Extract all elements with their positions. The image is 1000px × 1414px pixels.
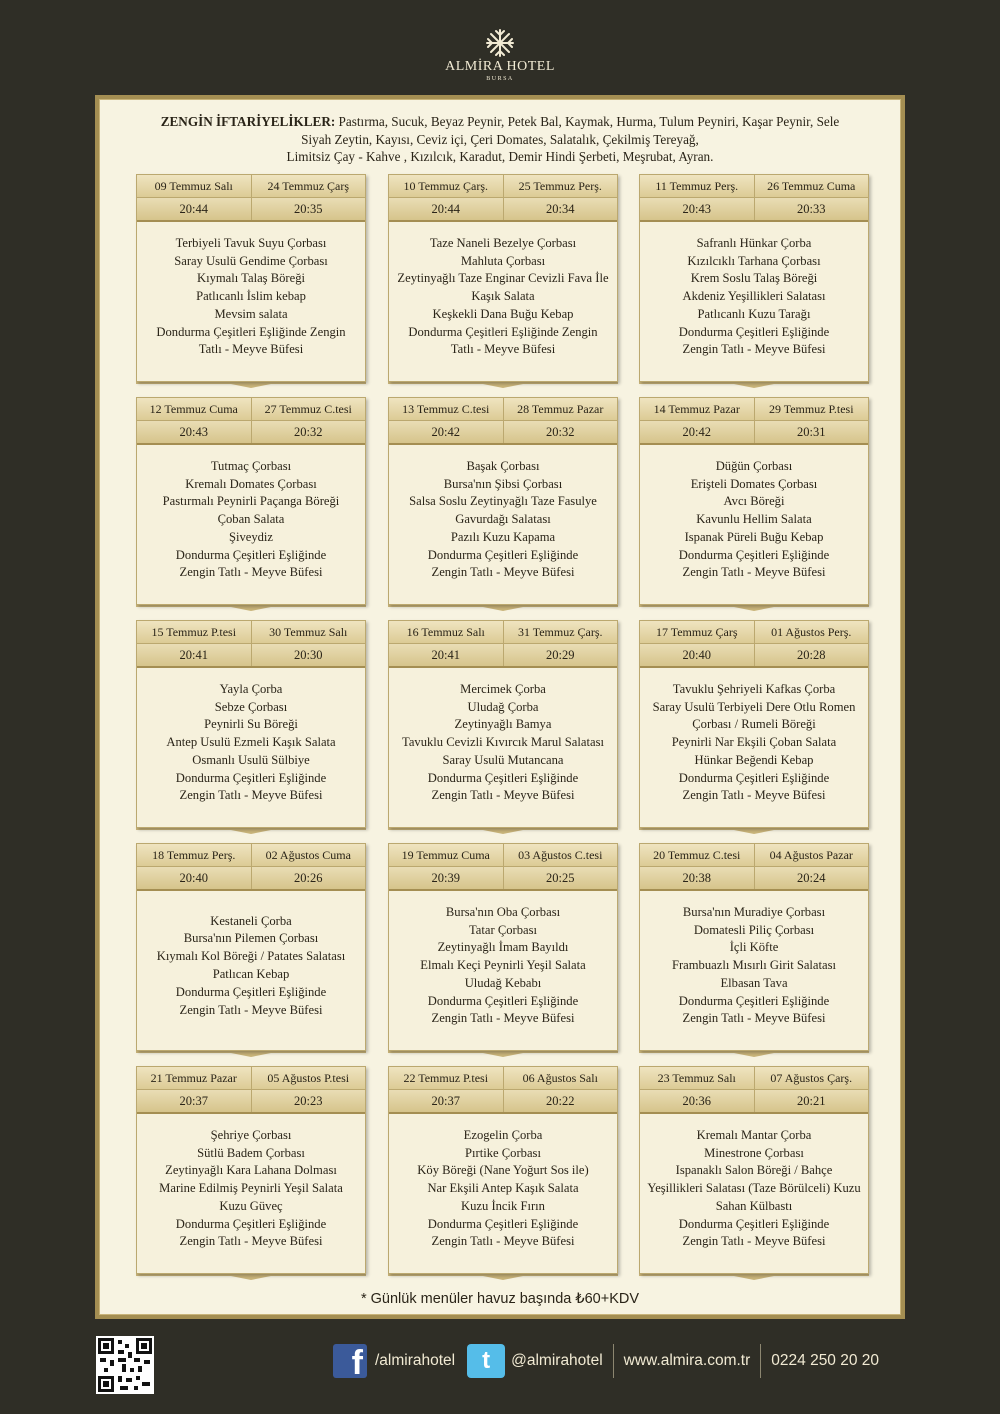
- iftar-time-row: [137, 644, 365, 668]
- date-second: 31 Temmuz Çarş.: [503, 621, 618, 643]
- date-first: 23 Temmuz Salı: [657, 1070, 736, 1085]
- iftar-time-row: [389, 198, 617, 222]
- card-box: [388, 1066, 618, 1274]
- iftar-time-second: 20:34: [503, 198, 618, 220]
- contact-bar: [333, 1342, 879, 1380]
- menu-item: Sütlü Badem Çorbası: [197, 1145, 305, 1160]
- menu-item: Terbiyeli Tavuk Suyu Çorbası: [175, 235, 327, 250]
- hotel-name: ALMİRA HOTEL: [445, 59, 555, 74]
- menu-item: Bursa'nın Muradiye Çorbası: [682, 904, 826, 919]
- menu-item: Kaşık Salata: [471, 289, 535, 304]
- menu-item: Ezogelin Çorba: [463, 1127, 543, 1142]
- menu-item: Zeytinyağlı Taze Enginar Cevizli Fava İle: [397, 271, 609, 286]
- twitter-handle[interactable]: @almirahotel: [511, 1352, 603, 1369]
- date-second: 27 Temmuz C.tesi: [251, 398, 366, 420]
- card-ribbon-tip: [724, 1051, 784, 1057]
- menu-item: Zengin Tatlı - Meyve Büfesi: [682, 565, 826, 580]
- card-ribbon-tip: [473, 605, 533, 611]
- iftar-time-row: [137, 198, 365, 222]
- menu-list: [143, 222, 359, 372]
- iftar-time-second: 20:29: [503, 644, 618, 666]
- menu-item: Bursa'nın Oba Çorbası: [445, 904, 561, 919]
- iftar-time-first: 20:44: [179, 201, 208, 216]
- date-row: [137, 621, 365, 644]
- menu-item: İçli Köfte: [729, 940, 779, 955]
- date-row: [640, 844, 868, 867]
- menu-card: [639, 397, 869, 611]
- iftar-time-second: 20:28: [754, 644, 869, 666]
- menu-item: Bursa'nın Şibsi Çorbası: [443, 476, 563, 491]
- card-ribbon-tip: [221, 1051, 281, 1057]
- divider: [613, 1344, 614, 1378]
- date-row: [389, 844, 617, 867]
- card-box: [388, 620, 618, 828]
- menu-list: [646, 1114, 862, 1264]
- menu-item: Keşkekli Dana Buğu Kebap: [432, 306, 574, 321]
- date-second: 25 Temmuz Perş.: [503, 175, 618, 197]
- menu-card: [639, 174, 869, 388]
- iftar-time-row: [389, 644, 617, 668]
- menu-item: Ispanaklı Salon Böreği / Bahçe: [675, 1163, 833, 1178]
- card-ribbon-tip: [221, 828, 281, 834]
- date-first: 20 Temmuz C.tesi: [653, 847, 741, 862]
- hotel-logo: [430, 28, 570, 82]
- menu-item: Osmanlı Usulü Sülbiye: [192, 752, 310, 767]
- menu-item: Ispanak Püreli Buğu Kebap: [684, 529, 824, 544]
- menu-card: [388, 174, 618, 388]
- intro-label: ZENGİN İFTARİYELİKLER:: [160, 114, 336, 129]
- date-second: 24 Temmuz Çarş: [251, 175, 366, 197]
- date-first: 09 Temmuz Salı: [154, 178, 233, 193]
- menu-list: [646, 668, 862, 818]
- menu-list: [646, 222, 862, 372]
- menu-item: Antep Usulü Ezmeli Kaşık Salata: [166, 735, 336, 750]
- menu-item: Elmalı Keçi Peynirli Yeşil Salata: [420, 958, 586, 973]
- menu-item: Köy Böreği (Nane Yoğurt Sos ile): [417, 1163, 589, 1178]
- date-second: 30 Temmuz Salı: [251, 621, 366, 643]
- iftar-time-first: 20:44: [431, 201, 460, 216]
- menu-item: Zengin Tatlı - Meyve Büfesi: [682, 1234, 826, 1249]
- date-first: 12 Temmuz Cuma: [149, 401, 238, 416]
- menu-item: Kremalı Mantar Çorba: [696, 1127, 812, 1142]
- menu-item: Zeytinyağlı İmam Bayıldı: [437, 940, 569, 955]
- menu-item: Çorbası / Rumeli Böreği: [692, 717, 816, 732]
- date-row: [640, 398, 868, 421]
- iftar-time-first: 20:43: [682, 201, 711, 216]
- menu-item: Başak Çorbası: [466, 458, 540, 473]
- menu-item: Patlıcan Kebap: [212, 967, 290, 981]
- menu-item: Mercimek Çorba: [460, 681, 546, 696]
- menu-item: Kıymalı Talaş Böreği: [196, 271, 305, 286]
- menu-item: Dondurma Çeşitleri Eşliğinde Zengin: [408, 324, 598, 339]
- menu-card: [136, 1066, 366, 1280]
- card-box: [639, 397, 869, 605]
- iftar-time-first: 20:42: [682, 424, 711, 439]
- menu-card: [136, 397, 366, 611]
- card-box: [639, 843, 869, 1051]
- menu-item: Tatar Çorbası: [468, 922, 537, 937]
- iftar-time-first: 20:40: [179, 870, 208, 885]
- menu-item: Dondurma Çeşitleri Eşliğinde: [175, 547, 327, 562]
- menu-list: [395, 1114, 611, 1264]
- card-ribbon-tip: [221, 605, 281, 611]
- date-first: 16 Temmuz Salı: [406, 624, 485, 639]
- menu-item: Dondurma Çeşitleri Eşliğinde: [678, 324, 830, 339]
- iftar-time-second: 20:30: [251, 644, 366, 666]
- menu-item: Safranlı Hünkar Çorba: [696, 235, 812, 250]
- menu-item: Zengin Tatlı - Meyve Büfesi: [431, 565, 575, 580]
- iftar-time-first: 20:41: [431, 647, 460, 662]
- menu-item: Marine Edilmiş Peynirli Yeşil Salata: [159, 1181, 343, 1196]
- date-row: [137, 175, 365, 198]
- card-box: [639, 174, 869, 382]
- iftar-time-second: 20:26: [251, 867, 366, 889]
- menu-item: Tatlı - Meyve Büfesi: [450, 342, 556, 357]
- menu-item: Uludağ Kebabı: [464, 975, 542, 990]
- menu-item: Sebze Çorbası: [214, 699, 288, 714]
- menu-list: [143, 891, 359, 1041]
- menu-item: Patlıcanlı İslim kebap: [196, 289, 306, 304]
- date-first: 21 Temmuz Pazar: [150, 1070, 237, 1085]
- menu-card: [639, 1066, 869, 1280]
- menu-item: Tutmaç Çorbası: [210, 458, 292, 473]
- card-ribbon-tip: [473, 828, 533, 834]
- menu-item: Peynirli Nar Ekşili Çoban Salata: [671, 735, 837, 750]
- menu-item: Domatesli Piliç Çorbası: [693, 922, 815, 937]
- iftar-time-first: 20:43: [179, 424, 208, 439]
- menu-item: Avcı Böreği: [723, 494, 785, 509]
- card-box: [639, 1066, 869, 1274]
- menu-list: [646, 445, 862, 595]
- menu-item: Nar Ekşili Antep Kaşık Salata: [427, 1181, 579, 1196]
- menu-item: Zengin Tatlı - Meyve Büfesi: [431, 1234, 575, 1249]
- iftar-time-row: [389, 421, 617, 445]
- intro-line-3: Limitsiz Çay - Kahve , Kızılcık, Karadut, Demir Hindi Şerbeti, Meşrubat, Ayran.: [286, 149, 714, 164]
- menu-item: Zengin Tatlı - Meyve Büfesi: [179, 1234, 323, 1249]
- card-box: [388, 843, 618, 1051]
- menu-item: Zengin Tatlı - Meyve Büfesi: [682, 1011, 826, 1026]
- card-box: [136, 174, 366, 382]
- date-second: 06 Ağustos Salı: [503, 1067, 618, 1089]
- menu-item: Yeşillikleri Salatası (Taze Börülceli) Kuzu: [647, 1181, 861, 1196]
- date-row: [389, 398, 617, 421]
- date-first: 22 Temmuz P.tesi: [403, 1070, 489, 1085]
- menu-item: Saray Usulü Mutancana: [442, 752, 564, 767]
- menu-item: Patlıcanlı Kuzu Tarağı: [697, 306, 811, 321]
- date-first: 11 Temmuz Perş.: [655, 178, 739, 193]
- date-second: 28 Temmuz Pazar: [503, 398, 618, 420]
- iftar-time-second: 20:25: [503, 867, 618, 889]
- menu-list: [143, 1114, 359, 1264]
- menu-item: Krem Soslu Talaş Böreği: [690, 271, 818, 286]
- menu-item: Uludağ Çorba: [467, 699, 539, 714]
- menu-item: Saray Usulü Gendime Çorbası: [174, 253, 328, 268]
- snowflake-logo-icon: [485, 28, 515, 58]
- divider: [760, 1344, 761, 1378]
- iftar-time-row: [389, 867, 617, 891]
- menu-item: Salsa Soslu Zeytinyağlı Taze Fasulye: [409, 494, 597, 509]
- date-second: 07 Ağustos Çarş.: [754, 1067, 869, 1089]
- menu-item: Kestaneli Çorba: [210, 913, 292, 928]
- phone-number[interactable]: 0224 250 20 20: [771, 1352, 880, 1369]
- iftar-time-second: 20:33: [754, 198, 869, 220]
- date-second: 26 Temmuz Cuma: [754, 175, 869, 197]
- card-ribbon-tip: [724, 1274, 784, 1280]
- menu-frame: [95, 95, 905, 1319]
- date-first: 19 Temmuz Cuma: [401, 847, 490, 862]
- menu-item: Dondurma Çeşitleri Eşliğinde: [175, 984, 327, 999]
- hotel-city: BURSA: [486, 76, 514, 82]
- menu-item: Bursa'nın Pilemen Çorbası: [183, 931, 319, 946]
- card-ribbon-tip: [221, 1274, 281, 1280]
- menu-item: Zeytinyağlı Bamya: [454, 717, 552, 732]
- card-ribbon-tip: [221, 382, 281, 388]
- iftar-intro: [99, 113, 901, 166]
- iftar-time-first: 20:42: [431, 424, 460, 439]
- card-ribbon-tip: [473, 1051, 533, 1057]
- date-first: 13 Temmuz C.tesi: [402, 401, 490, 416]
- menu-item: Saray Usulü Terbiyeli Dere Otlu Romen: [652, 699, 856, 714]
- footer: [0, 1330, 1000, 1414]
- date-row: [137, 844, 365, 867]
- iftar-time-row: [640, 421, 868, 445]
- menu-item: Dondurma Çeşitleri Eşliğinde: [678, 1216, 830, 1231]
- menu-item: Tatlı - Meyve Büfesi: [198, 342, 304, 357]
- date-row: [389, 175, 617, 198]
- card-box: [388, 397, 618, 605]
- date-row: [137, 398, 365, 421]
- iftar-time-second: 20:22: [503, 1090, 618, 1112]
- menu-item: Taze Naneli Bezelye Çorbası: [429, 235, 577, 250]
- date-row: [640, 1067, 868, 1090]
- menu-list: [395, 222, 611, 372]
- menu-item: Dondurma Çeşitleri Eşliğinde: [678, 547, 830, 562]
- menu-item: Tavuklu Cevizli Kıvırcık Marul Salatası: [402, 735, 604, 750]
- iftar-time-second: 20:32: [251, 421, 366, 443]
- date-second: 02 Ağustos Cuma: [251, 844, 366, 866]
- date-first: 10 Temmuz Çarş.: [403, 178, 489, 193]
- facebook-icon[interactable]: f: [333, 1344, 367, 1378]
- menu-card: [136, 174, 366, 388]
- iftar-time-first: 20:41: [179, 647, 208, 662]
- iftar-time-second: 20:35: [251, 198, 366, 220]
- menu-item: Zengin Tatlı - Meyve Büfesi: [682, 788, 826, 803]
- intro-line-1: Pastırma, Sucuk, Beyaz Peynir, Petek Bal, Kaymak, Hurma, Tulum Peyniri, Kaşar Peynir, Sele: [335, 114, 840, 129]
- menu-item: Kuzu Güveç: [219, 1198, 283, 1213]
- menu-item: Pazılı Kuzu Kapama: [450, 529, 556, 544]
- qr-code-icon: [98, 1338, 152, 1392]
- iftar-time-first: 20:37: [179, 1093, 208, 1108]
- menu-item: Elbasan Tava: [720, 975, 788, 990]
- menu-item: Kavunlu Hellim Salata: [696, 512, 812, 527]
- menu-item: Mevsim salata: [214, 306, 288, 321]
- menu-item: Akdeniz Yeşillikleri Salatası: [682, 289, 826, 304]
- card-ribbon-tip: [473, 382, 533, 388]
- card-ribbon-tip: [724, 828, 784, 834]
- date-first: 18 Temmuz Perş.: [152, 847, 236, 862]
- iftar-time-row: [137, 867, 365, 891]
- menu-list: [395, 445, 611, 595]
- menu-item: Kuzu İncik Fırın: [461, 1198, 545, 1213]
- card-ribbon-tip: [724, 382, 784, 388]
- menu-item: Zengin Tatlı - Meyve Büfesi: [179, 788, 323, 803]
- date-second: 05 Ağustos P.tesi: [251, 1067, 366, 1089]
- menu-item: Şehriye Çorbası: [210, 1127, 292, 1142]
- pool-price-note: * Günlük menüler havuz başında ₺60+KDV: [360, 1291, 640, 1307]
- menu-item: Mahluta Çorbası: [460, 253, 546, 268]
- card-box: [136, 843, 366, 1051]
- intro-line-2: Siyah Zeytin, Kayısı, Ceviz içi, Çeri Domates, Salatalık, Çekilmiş Tereyağ,: [301, 131, 699, 147]
- menu-list: [143, 668, 359, 818]
- menu-item: Frambuazlı Mısırlı Girit Salatası: [671, 958, 837, 973]
- iftar-time-second: 20:31: [754, 421, 869, 443]
- date-row: [640, 175, 868, 198]
- iftar-time-first: 20:39: [431, 870, 460, 885]
- iftar-time-first: 20:38: [682, 870, 711, 885]
- menu-card: [639, 620, 869, 834]
- card-box: [136, 1066, 366, 1274]
- menu-item: Erişteli Domates Çorbası: [690, 476, 818, 491]
- menu-card: [136, 620, 366, 834]
- date-second: 03 Ağustos C.tesi: [503, 844, 618, 866]
- card-box: [136, 620, 366, 828]
- menu-item: Peynirli Su Böreği: [204, 717, 298, 732]
- menu-item: Tavuklu Şehriyeli Kafkas Çorba: [672, 681, 836, 696]
- menu-item: Düğün Çorbası: [715, 458, 793, 473]
- menu-item: Zengin Tatlı - Meyve Büfesi: [179, 565, 323, 580]
- menu-item: Gavurdağı Salatası: [455, 512, 551, 527]
- menu-item: Zengin Tatlı - Meyve Büfesi: [431, 788, 575, 803]
- menu-item: Zengin Tatlı - Meyve Büfesi: [682, 342, 826, 357]
- menu-card: [388, 620, 618, 834]
- iftar-time-second: 20:23: [251, 1090, 366, 1112]
- menu-item: Pastırmalı Peynirli Paçanga Böreği: [162, 494, 340, 509]
- menu-item: Zeytinyağlı Kara Lahana Dolması: [165, 1163, 337, 1178]
- menu-item: Sahan Külbastı: [715, 1198, 793, 1213]
- iftar-time-row: [640, 1090, 868, 1114]
- menu-list: [395, 668, 611, 818]
- menu-card: [136, 843, 366, 1057]
- menu-card: [388, 1066, 618, 1280]
- iftar-time-first: 20:36: [682, 1093, 711, 1108]
- qr-code[interactable]: [96, 1336, 154, 1394]
- menu-list: [646, 891, 862, 1041]
- card-box: [388, 174, 618, 382]
- date-first: 17 Temmuz Çarş: [655, 624, 738, 639]
- card-box: [639, 620, 869, 828]
- menu-list: [395, 891, 611, 1041]
- date-row: [389, 1067, 617, 1090]
- menu-item: Kremalı Domates Çorbası: [185, 476, 317, 491]
- iftar-time-row: [640, 198, 868, 222]
- menu-item: Çoban Salata: [217, 512, 285, 527]
- iftar-time-row: [137, 1090, 365, 1114]
- menu-item: Dondurma Çeşitleri Eşliğinde Zengin: [156, 324, 346, 339]
- menu-item: Yayla Çorba: [219, 681, 283, 696]
- iftar-time-row: [389, 1090, 617, 1114]
- iftar-time-second: 20:24: [754, 867, 869, 889]
- menu-item: Zengin Tatlı - Meyve Büfesi: [431, 1011, 575, 1026]
- menu-item: Dondurma Çeşitleri Eşliğinde: [678, 770, 830, 785]
- menu-item: Dondurma Çeşitleri Eşliğinde: [678, 993, 830, 1008]
- iftar-time-row: [137, 421, 365, 445]
- date-second: 29 Temmuz P.tesi: [754, 398, 869, 420]
- menu-item: Dondurma Çeşitleri Eşliğinde: [427, 1216, 579, 1231]
- iftar-time-row: [640, 867, 868, 891]
- date-row: [640, 621, 868, 644]
- iftar-time-row: [640, 644, 868, 668]
- website-link[interactable]: www.almira.com.tr: [623, 1352, 751, 1369]
- menu-item: Kızılcıklı Tarhana Çorbası: [687, 253, 821, 268]
- card-box: [136, 397, 366, 605]
- iftar-time-first: 20:40: [682, 647, 711, 662]
- iftar-time-second: 20:21: [754, 1090, 869, 1112]
- menu-card: [639, 843, 869, 1057]
- date-second: 01 Ağustos Perş.: [754, 621, 869, 643]
- menu-item: Dondurma Çeşitleri Eşliğinde: [175, 1216, 327, 1231]
- menu-item: Pırtike Çorbası: [465, 1145, 541, 1160]
- date-row: [137, 1067, 365, 1090]
- date-first: 14 Temmuz Pazar: [653, 401, 740, 416]
- menu-item: Dondurma Çeşitleri Eşliğinde: [427, 993, 579, 1008]
- iftar-time-first: 20:37: [431, 1093, 460, 1108]
- facebook-handle[interactable]: /almirahotel: [375, 1352, 456, 1369]
- menu-item: Kıymalı Kol Böreği / Patates Salatası: [156, 949, 346, 964]
- card-ribbon-tip: [473, 1274, 533, 1280]
- menu-list: [143, 445, 359, 595]
- card-ribbon-tip: [724, 605, 784, 611]
- menu-card: [388, 843, 618, 1057]
- date-second: 04 Ağustos Pazar: [754, 844, 869, 866]
- date-first: 15 Temmuz P.tesi: [151, 624, 237, 639]
- menu-item: Hünkar Beğendi Kebap: [694, 752, 814, 767]
- menu-item: Minestrone Çorbası: [704, 1145, 804, 1160]
- menu-item: Dondurma Çeşitleri Eşliğinde: [427, 547, 579, 562]
- menu-item: Dondurma Çeşitleri Eşliğinde: [427, 770, 579, 785]
- menu-item: Zengin Tatlı - Meyve Büfesi: [179, 1002, 323, 1017]
- menu-item: Şiveydiz: [228, 529, 274, 544]
- iftar-time-second: 20:32: [503, 421, 618, 443]
- menu-card: [388, 397, 618, 611]
- twitter-icon[interactable]: t: [467, 1344, 505, 1378]
- date-row: [389, 621, 617, 644]
- menu-item: Dondurma Çeşitleri Eşliğinde: [175, 770, 327, 785]
